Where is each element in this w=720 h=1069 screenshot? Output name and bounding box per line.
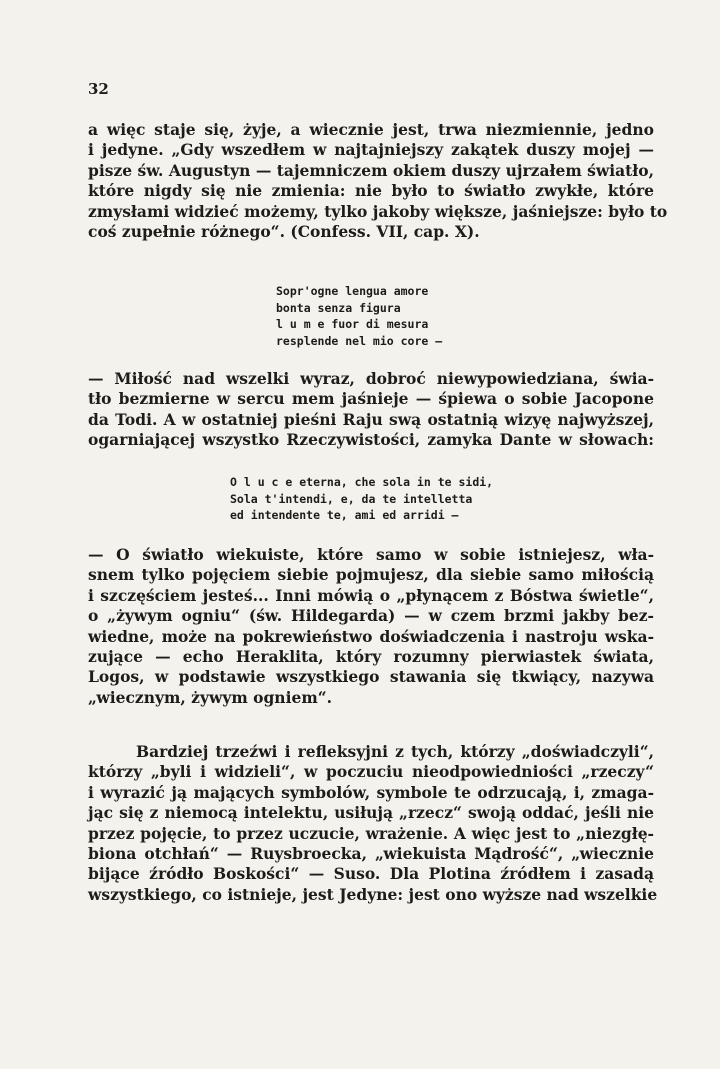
page-number: 32 xyxy=(88,80,109,98)
verse-jacopone xyxy=(276,283,442,349)
text-line: tło bezmierne w sercu mem jaśnieje — śpiewa o sobie Jacopone xyxy=(88,389,654,409)
text-line: coś zupełnie różnego“. (Confess. VII, cap. X). xyxy=(88,221,480,241)
text-line: Bardziej trzeźwi i refleksyjni z tych, którzy „doświadczyli“, xyxy=(136,742,654,761)
text-line: wiedne, może na pokrewieństwo doświadczenia i nastroju wska- xyxy=(88,626,654,646)
text-line: i jedyne. „Gdy wszedłem w najtajniejszy zakątek duszy mojej — xyxy=(88,140,654,160)
paragraph-reflective-mystics xyxy=(88,742,658,905)
text-line: — Miłość nad wszelki wyraz, dobroć niewypowiedziana, świa- xyxy=(88,369,654,388)
text-line: — O światło wiekuiste, które samo w sobie istniejesz, wła- xyxy=(88,545,654,564)
text-line: bijące źródło Boskości“ — Suso. Dla Plotina źródłem i zasadą xyxy=(88,864,654,884)
verse-line: Sopr'ogne lengua amore xyxy=(276,284,429,298)
text-line: zmysłami widzieć możemy, tylko jakoby większe, jaśniejsze: było to xyxy=(88,201,668,221)
text-line: jąc się z niemocą intelektu, usiłują „rzecz“ swoją oddać, jeśli nie xyxy=(88,803,654,823)
text-line: o „żywym ogniu“ (św. Hildegarda) — w czem brzmi jakby bez- xyxy=(88,606,654,626)
text-line: snem tylko pojęciem siebie pojmujesz, dla siebie samo miłością xyxy=(88,565,654,585)
text-line: i wyrazić ją mających symbolów, symbole te odrzucają, i, zmaga- xyxy=(88,782,654,802)
text-line: które nigdy się nie zmienia: nie było to światło zwykłe, które xyxy=(88,181,654,201)
verse-line: O l u c e eterna, che sola in te sidi, xyxy=(230,475,494,489)
verse-line: ed intendente te, ami ed arridi — xyxy=(230,508,459,523)
paragraph-augustine xyxy=(88,120,668,242)
text-line: zujące — echo Heraklita, który rozumny pierwiastek świata, xyxy=(88,646,654,666)
text-line: a więc staje się, żyje, a wiecznie jest, trwa niezmiennie, jedno xyxy=(88,120,654,139)
text-line: przez pojęcie, to przez uczucie, wrażenie. A więc jest to „niezgłę- xyxy=(88,823,654,843)
text-line: da Todi. A w ostatniej pieśni Raju swą ostatnią wizyę najwyższej, xyxy=(88,409,654,429)
text-line: pisze św. Augustyn — tajemniczem okiem duszy ujrzałem światło, xyxy=(88,160,654,180)
verse-line: Sola t'intendi, e, da te intelletta xyxy=(230,491,473,506)
text-line: biona otchłań“ — Ruysbroecka, „wiekuista Mądrość“, „wiecznie xyxy=(88,843,654,863)
text-line: którzy „byli i widzieli“, w poczuciu nieodpowiedniości „rzeczy“ xyxy=(88,762,654,782)
verse-line: resplende nel mio core — xyxy=(276,333,443,348)
verse-line: bonta senza figura xyxy=(276,300,401,315)
text-line: ogarniającej wszystko Rzeczywistości, zamyka Dante w słowach: xyxy=(88,430,654,450)
text-line: Logos, w podstawie wszystkiego stawania się tkwiący, nazywa xyxy=(88,667,654,687)
text-line: wszystkiego, co istnieje, jest Jedyne: jest ono wyższe nad wszelkie xyxy=(88,884,658,904)
text-line: „wiecznym, żywym ogniem“. xyxy=(88,687,333,707)
paragraph-jacopone-dante xyxy=(88,369,654,451)
verse-line: l u m e fuor di mesura xyxy=(276,317,429,332)
verse-dante xyxy=(230,474,493,524)
paragraph-eternal-light xyxy=(88,545,654,708)
text-line: i szczęściem jesteś... Inni mówią o „płynącem z Bóstwa świetle“, xyxy=(88,585,654,605)
